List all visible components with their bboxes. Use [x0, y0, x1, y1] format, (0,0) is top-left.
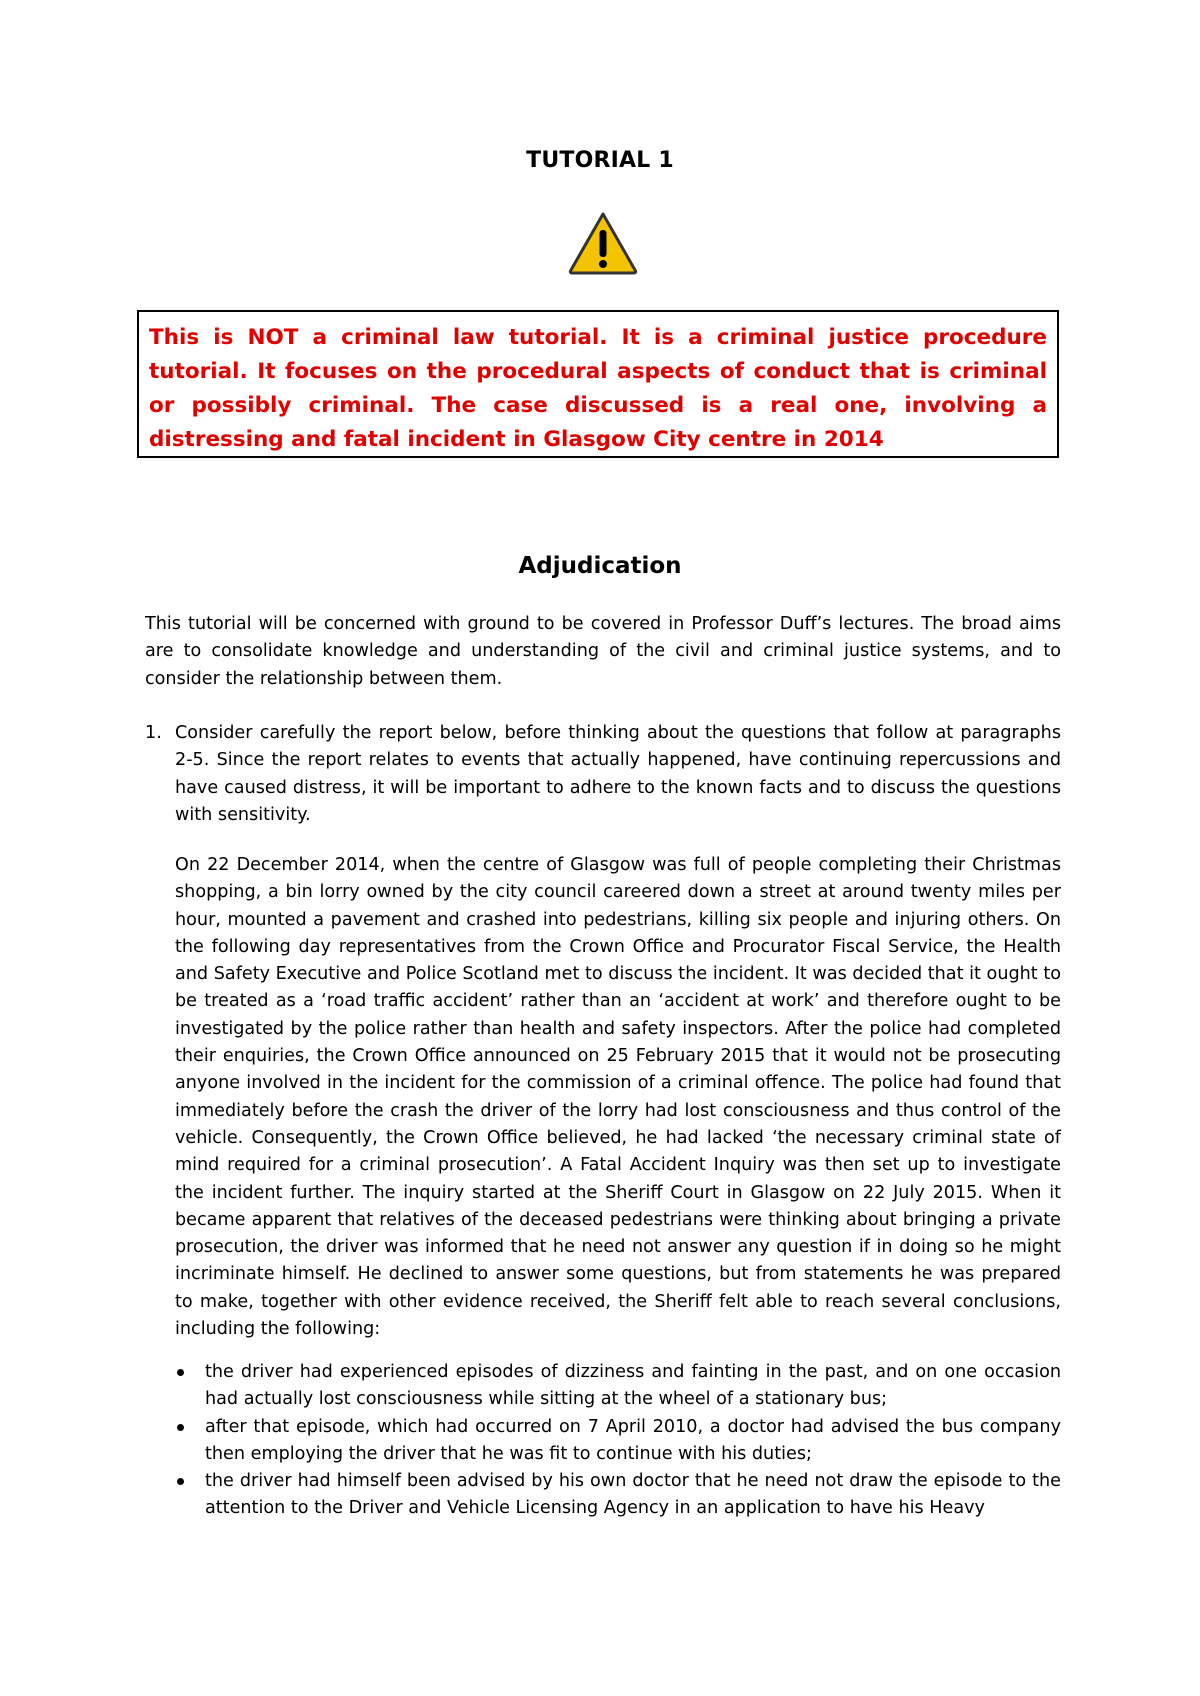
list-item-number: 1. — [145, 723, 162, 743]
bullet-text: the driver had himself been advised by his own doctor that he need not draw the episode to the attention to the Driver and Vehicle Licensing Agency in an application to have his Heavy — [205, 1471, 1061, 1519]
bullet-text: after that episode, which had occurred on 7 April 2010, a doctor had advised the bus company then employing the driver that he was fit to continue with his duties; — [205, 1416, 1061, 1464]
bullet-item — [175, 1414, 1061, 1469]
notice-text: This is NOT a criminal law tutorial. It is a criminal justice procedure tutorial. It focuses on the procedural aspects of conduct that is criminal or possibly criminal. The case discussed is a real one, involving a distressing and fatal incident in Glasgow City centre in 2014 — [149, 325, 1047, 452]
notice-box — [137, 310, 1059, 458]
bullet-text: the driver had experienced episodes of dizziness and fainting in the past, and on one occasion had actually lost consciousness while sitting at the wheel of a stationary bus; — [205, 1362, 1061, 1410]
bullet-icon — [177, 1369, 184, 1376]
list-item — [145, 720, 1061, 829]
page-title: TUTORIAL 1 — [526, 148, 674, 173]
numbered-list — [145, 720, 1061, 829]
bullet-icon — [177, 1478, 184, 1485]
warning-triangle-icon — [567, 210, 639, 276]
report-paragraph: On 22 December 2014, when the centre of Glasgow was full of people completing their Christmas shopping, a bin lorry owned by the city council careered down a street at around twenty miles per hour, mounted a pavement and crashed into pedestrians, killing six people and injuring others. On the following day representatives from the Crown Office and Procurator Fiscal Service, the Health and Safety Executive and Police Scotland met to discuss the incident. It was decided that it ought to be treated as a ‘road traffic accident’ rather than an ‘accident at work’ and therefore ought to be investigated by the police rather than health and safety inspectors. After the police had completed their enquiries, the Crown Office announced on 25 February 2015 that it would not be prosecuting anyone involved in the incident for the commission of a criminal offence. The police had found that immediately before the crash the driver of the lorry had lost consciousness and thus control of the vehicle. Consequently, the Crown Office believed, he had lacked ‘the necessary criminal state of mind required for a criminal prosecution’. A Fatal Accident Inquiry was then set up to investigate the incident further. The inquiry started at the Sheriff Court in Glasgow on 22 July 2015. When it became apparent that relatives of the deceased pedestrians were thinking about bringing a private prosecution, the driver was informed that he need not answer any question if in doing so he might incriminate himself. He declined to answer some questions, but from statements he was prepared to make, together with other evidence received, the Sheriff felt able to reach several conclusions, including the following: — [175, 855, 1061, 1340]
section-heading: Adjudication — [518, 553, 682, 579]
list-item-text: Consider carefully the report below, before thinking about the questions that follow at paragraphs 2-5. Since the report relates to events that actually happened, have continuing repercussions and have caused distress, it will be important to adhere to the known facts and to discuss the questions with sensitivity. — [175, 723, 1061, 825]
bullet-list — [175, 1359, 1061, 1523]
intro-paragraph: This tutorial will be concerned with ground to be covered in Professor Duff’s lectures. The broad aims are to consolidate knowledge and understanding of the civil and criminal justice systems, and to consider the relationship between them. — [145, 614, 1061, 689]
bullet-item — [175, 1468, 1061, 1523]
bullet-item — [175, 1359, 1061, 1414]
bullet-icon — [177, 1424, 184, 1431]
